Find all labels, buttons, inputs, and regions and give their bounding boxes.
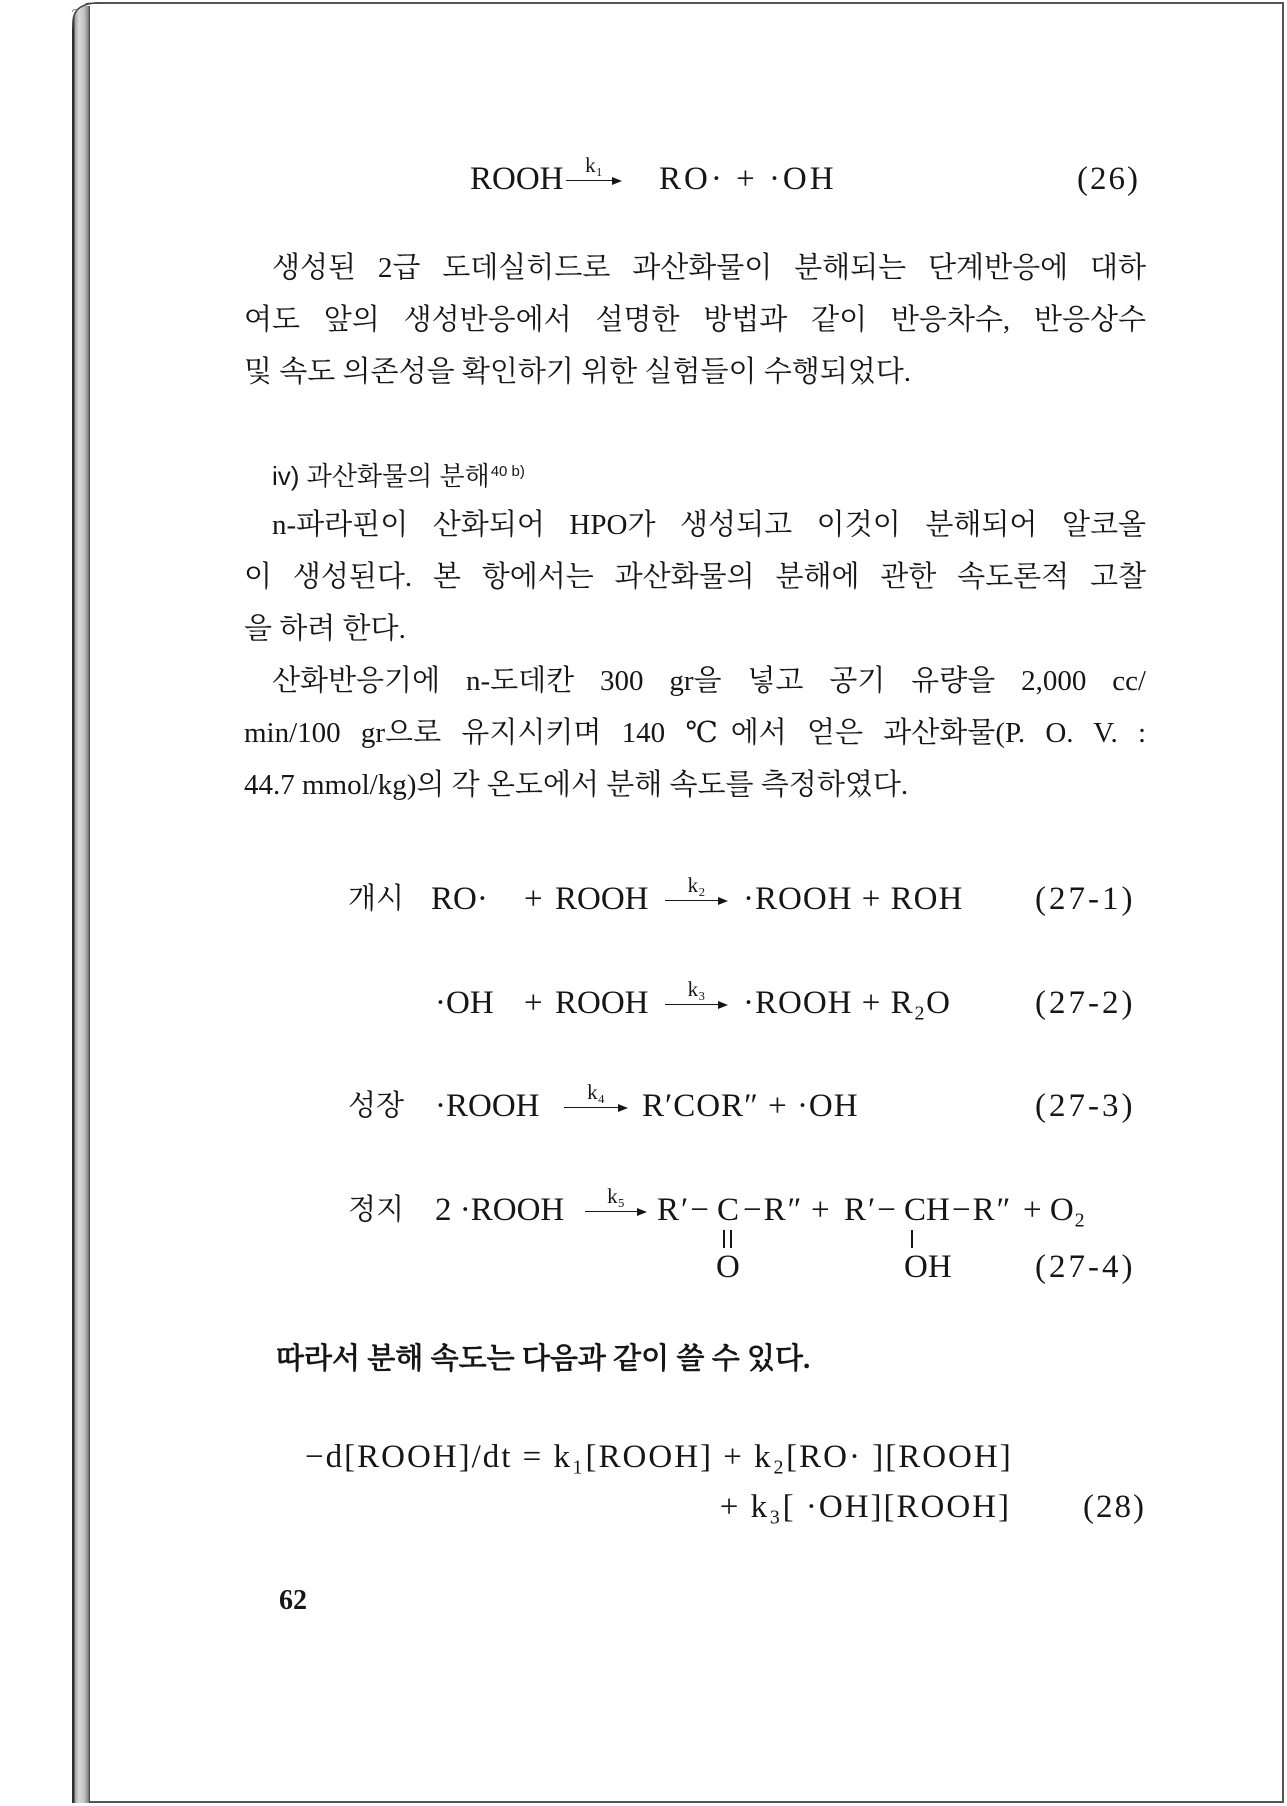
- page-spine-shadow: [72, 6, 90, 1803]
- reactant: ·OH: [435, 985, 494, 1021]
- arrow-shaft: [564, 1107, 622, 1108]
- products: ·ROOH + R₂O: [743, 985, 951, 1021]
- equation-number: (26): [1077, 161, 1140, 197]
- page-number: 62: [279, 1585, 307, 1616]
- paragraph-line: n-파라핀이 산화되어 HPO가 생성되고 이것이 분해되어 알코올: [272, 509, 1146, 541]
- paragraph-line: min/100 gr으로 유지시키며 140 ℃에서 얻은 과산화물(P. O. V. :: [244, 717, 1146, 749]
- paragraph-1: [244, 242, 1146, 398]
- ketone-right-group: −R″: [743, 1192, 804, 1228]
- equation-number: (28): [1083, 1489, 1146, 1525]
- plus-operator: +: [524, 985, 543, 1021]
- conclusion-sentence: 따라서 분해 속도는 다음과 같이 쓸 수 있다.: [276, 1343, 811, 1375]
- arrowhead-icon: [637, 1208, 647, 1216]
- paragraph-3: [244, 655, 1146, 811]
- oxygen-product: + O₂: [1023, 1192, 1086, 1228]
- paragraph-line: 을 하려 한다.: [244, 613, 406, 645]
- section-heading: [272, 446, 525, 502]
- reaction-arrow: [665, 873, 728, 925]
- arrowhead-icon: [718, 897, 728, 905]
- ketone-left-group: R′−: [657, 1192, 711, 1228]
- products: R′COR″ + ·OH: [642, 1088, 859, 1124]
- reaction-arrow: [665, 977, 728, 1029]
- rate-constant: k₄: [587, 1080, 605, 1104]
- products: ·ROOH + ROH: [743, 881, 964, 917]
- rate-constant: k₃: [687, 977, 706, 1001]
- equation-number: (27-4): [1035, 1249, 1136, 1285]
- equation-number: (27-1): [1035, 881, 1136, 917]
- eq26-products: RO· + ·OH: [659, 161, 837, 197]
- reactant: 2 ·ROOH: [435, 1192, 565, 1228]
- reactant: ROOH: [555, 985, 649, 1021]
- section-title: iv) 과산화물의 분해: [272, 461, 490, 491]
- rate-constant: k₁: [585, 153, 603, 177]
- rate-constant: k₂: [687, 873, 706, 897]
- equation-number: (27-3): [1035, 1088, 1136, 1124]
- arrowhead-icon: [618, 1104, 628, 1112]
- reaction-arrow: [585, 1184, 647, 1236]
- reaction-arrow: [566, 153, 622, 205]
- rate-constant: k₅: [607, 1184, 625, 1208]
- equation-number: (27-2): [1035, 985, 1136, 1021]
- stage-label: 개시: [348, 883, 405, 915]
- reaction-arrow: [564, 1080, 628, 1132]
- arrow-shaft: [566, 180, 616, 181]
- arrowhead-icon: [718, 1001, 728, 1009]
- reactant: ROOH: [555, 881, 649, 917]
- plus-operator: +: [524, 881, 543, 917]
- eq26-reactant: ROOH: [470, 161, 564, 197]
- stage-label: 성장: [348, 1090, 405, 1122]
- alcohol-right-group: −R″: [952, 1192, 1013, 1228]
- paragraph-2: [244, 499, 1146, 655]
- paragraph-line: 여도 앞의 생성반응에서 설명한 방법과 같이 반응차수, 반응상수: [244, 304, 1146, 336]
- hydroxyl-group: OH: [904, 1249, 952, 1285]
- arrow-shaft: [585, 1211, 641, 1212]
- paragraph-line: 생성된 2급 도데실히드로 과산화물이 분해되는 단계반응에 대하: [272, 252, 1146, 284]
- arrow-shaft: [665, 1004, 722, 1005]
- ketone-carbon: C: [717, 1192, 740, 1228]
- paragraph-line: 44.7 mmol/kg)의 각 온도에서 분해 속도를 측정하였다.: [244, 769, 909, 801]
- arrowhead-icon: [612, 177, 622, 185]
- paragraph-line: 이 생성된다. 본 항에서는 과산화물의 분해에 관한 속도론적 고찰: [244, 561, 1146, 593]
- stage-label: 정지: [348, 1194, 405, 1226]
- page-corner-curl: [68, 0, 98, 28]
- rate-equation-line-2: + k₃[ ·OH][ROOH]: [719, 1489, 1011, 1525]
- paragraph-line: 및 속도 의존성을 확인하기 위한 실험들이 수행되었다.: [244, 356, 912, 388]
- ketone-oxygen: O: [716, 1249, 740, 1285]
- reactant: RO·: [431, 881, 488, 917]
- rate-equation-line-1: −d[ROOH]/dt = k₁[ROOH] + k₂[RO· ][ROOH]: [305, 1439, 1013, 1475]
- reactant: ·ROOH: [435, 1088, 540, 1124]
- alcohol-left-group: R′−: [844, 1192, 898, 1228]
- arrow-shaft: [665, 900, 722, 901]
- plus-operator: +: [811, 1192, 830, 1228]
- alcohol-carbon: CH: [904, 1192, 950, 1228]
- reference-superscript: 40 b): [490, 463, 525, 480]
- paragraph-line: 산화반응기에 n-도데칸 300 gr을 넣고 공기 유량을 2,000 cc/: [272, 665, 1146, 697]
